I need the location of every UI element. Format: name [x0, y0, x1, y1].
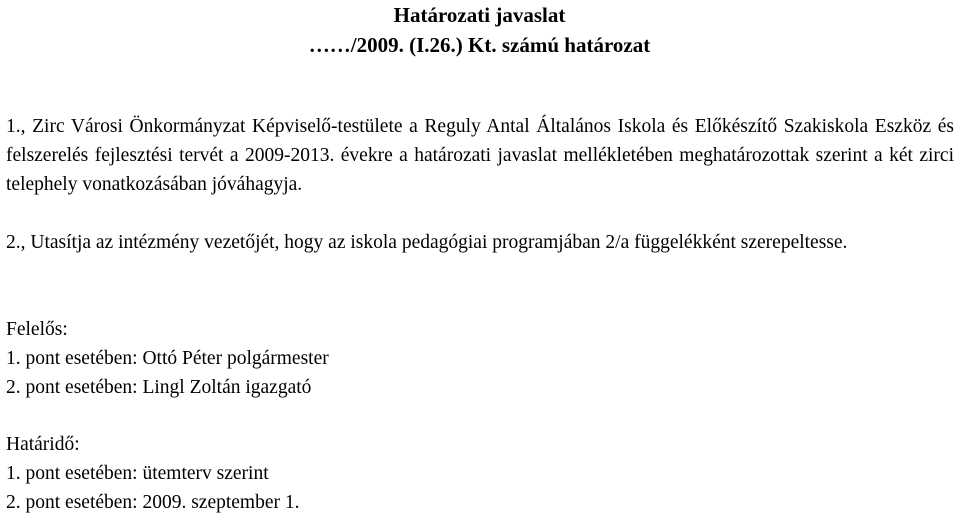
document-title: Határozati javaslat — [393, 3, 566, 27]
responsible-heading: Felelős: — [6, 319, 68, 340]
deadline-item-2: 2. pont esetében: 2009. szeptember 1. — [6, 492, 300, 513]
responsible-item-1: 1. pont esetében: Ottó Péter polgármester — [6, 348, 329, 369]
title-block — [0, 0, 959, 60]
decision-paragraph-2: 2., Utasítja az intézmény vezetőjét, hogy az iskola pedagógiai programjában 2/a függelékként szerepeltesse. — [6, 232, 848, 253]
deadline-item-1: 1. pont esetében: ütemterv szerint — [6, 463, 269, 484]
responsible-item-2: 2. pont esetében: Lingl Zoltán igazgató — [6, 377, 312, 398]
resolution-number: ……/2009. (I.26.) Kt. számú határozat — [308, 33, 651, 57]
decision-paragraph-1: 1., Zirc Városi Önkormányzat Képviselő-testülete a Reguly Antal Általános Iskola és Előkészítő Szakiskola Eszköz és felszerelés fejlesztési tervét a 2009-2013. évekre a határozati javaslat mellékletében meghatározottak szerint a két zirci telephely vonatkozásában jóváhagyja. — [6, 116, 954, 195]
deadline-heading: Határidő: — [6, 434, 80, 455]
